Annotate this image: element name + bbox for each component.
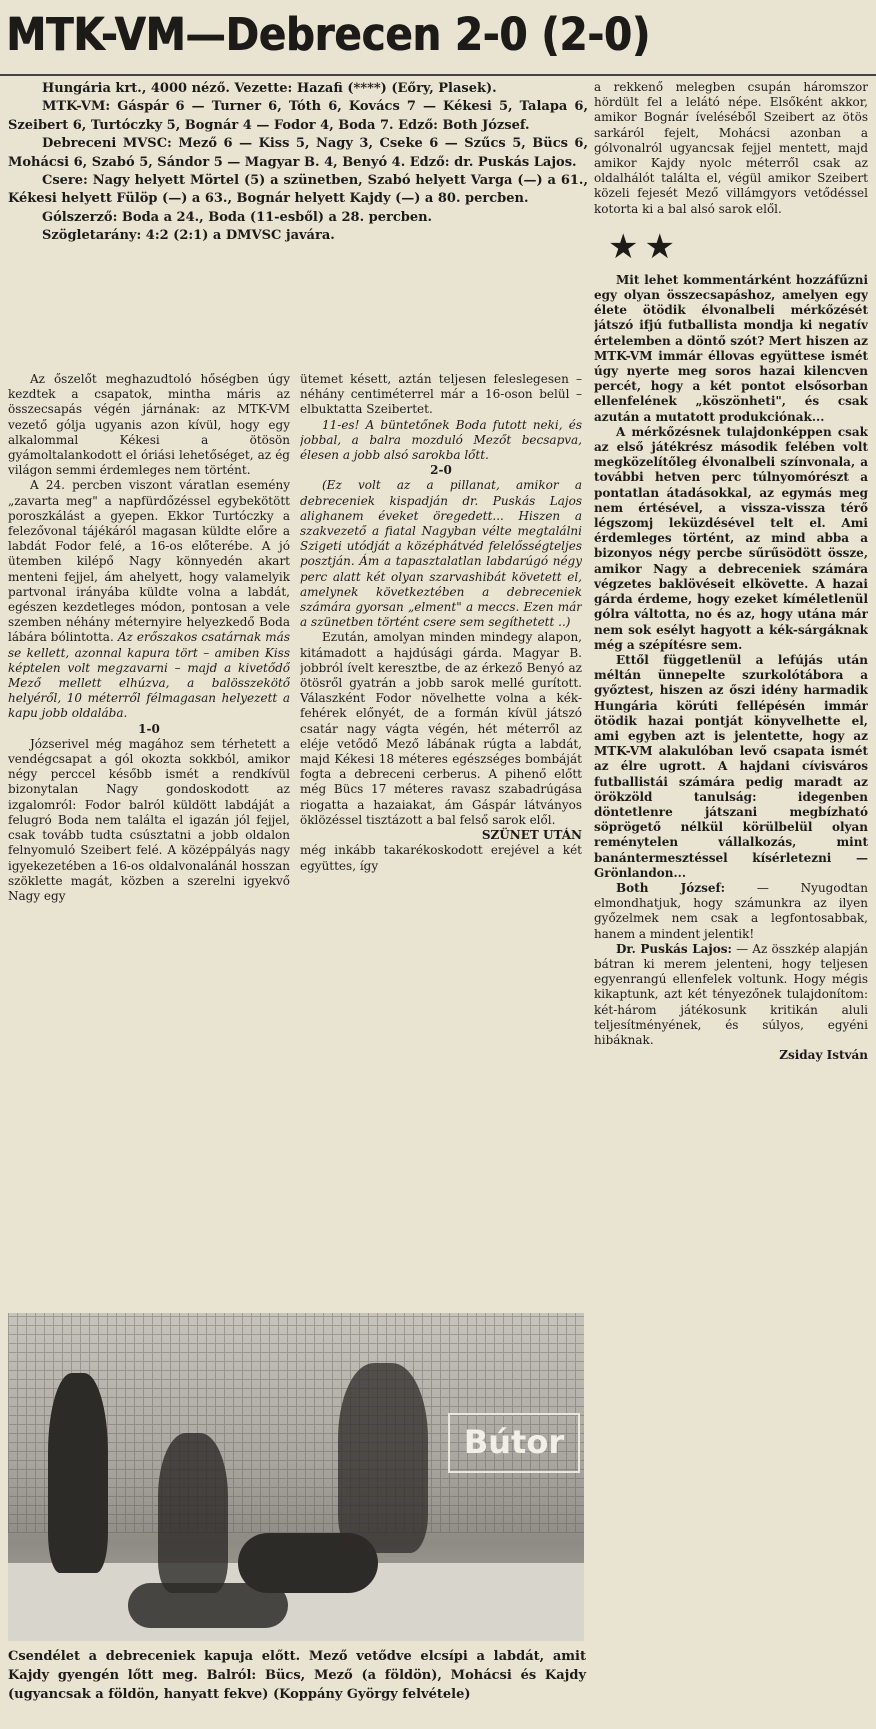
commentary-block bbox=[594, 273, 868, 881]
lineup-mtk: MTK-VM: Gáspár 6 — Turner 6, Tóth 6, Kovács 7 — Kékesi 5, Talapa 6, Szeibert 6, Turtóczky 5, Bognár 4 — Fodor 4, Boda 7. Edző: Both József. bbox=[8, 99, 588, 133]
match-details bbox=[8, 80, 588, 246]
article-column-1 bbox=[8, 372, 290, 1316]
paragraph bbox=[8, 478, 290, 721]
paragraph: Az őszelőt meghazudtoló hőségben úgy kezdtek a csapatok, mintha máris az összecsapás végén járnának: az MTK-VM vezető gólja ugyanis azon kívül, hogy egy alkalommal Kékesi a ötösön gyámoltalankodott el óriási lehetőséget, az ég világon semmi érdemleges nem történt. bbox=[8, 372, 290, 478]
coach-quote bbox=[594, 881, 868, 942]
coach-quote bbox=[594, 942, 868, 1048]
player-figure bbox=[338, 1363, 428, 1553]
article-column-2 bbox=[300, 372, 582, 1316]
headline-rule bbox=[0, 74, 876, 76]
score-marker: 1-0 bbox=[138, 721, 160, 736]
commentary-italic: (Ez volt az a pillanat, amikor a debreceniek kispadján dr. Puskás Lajos alighanem éveket öregedett... Hiszen a szakvezető a fiatal Nagyban vélte megtalálni Szigeti utódját a középhátvéd felelősségteljes posztján. Ám a tapasztalatlan labdarúgó négy perc alatt két olyan szarvashibát követett el, amelynek következtében a debreceniek számára gyorsan „elment" a meccs. Ezen már a szünetben történt csere sem segíthetett ..) bbox=[300, 478, 582, 630]
player-figure bbox=[48, 1373, 108, 1573]
quote-text: — Az összkép alapján bátran ki merem jelenteni, hogy teljesen egyenrangú ellenfelek voltunk. Hogy mégis kikaptunk, azt két tényezőnek tulajdonítom: két-három játékosunk kritikán aluli teljesítményének, és súlyos, egyéni hibáknak. bbox=[594, 941, 868, 1047]
coach-name: Both József: bbox=[616, 880, 726, 895]
goalscorers: Gólszerző: Boda a 24., Boda (11-esből) a 28. percben. bbox=[42, 209, 433, 225]
venue-line: Hungária krt., 4000 néző. Vezette: Hazafi (****) (Eőry, Plasek). bbox=[42, 81, 497, 96]
match-photo bbox=[8, 1313, 584, 1641]
coach-name: Dr. Puskás Lajos: bbox=[616, 941, 732, 956]
paragraph: Józserivel még magához sem térhetett a vendégcsapat a gól okozta sokkból, amikor négy perccel később ismét a rendkívül bizonytalan Nagy gondoskodott az izgalomról: Fodor balról küldött labdáját a felugró Boda nem találta el igazán jól fejjel, csak tovább tudta csúsztatni a jobb oldalon felnyomuló Szeibert felé. A középpályás nagy igyekezetében a 16-os oldalvonalánál hosszan szöklette magát, közben a szerelni igyekvő Nagy egy bbox=[8, 736, 290, 903]
commentary-paragraph: Ettől függetlenül a lefújás után méltán ünnepelte szurkolótábora a győztest, hiszen az őszi idény harmadik Hungária körúti fellépésén immár ötödik hazai pontját könyvelhette el, ami egyben azt is jelentette, hogy az MTK-VM alakulóban levő csapata ismét az élre ugrott. A hajdani cívisváros futballistái számára pedig maradt az örökzöld tanulság: idegenben döntetlenre játszani megbízható söprögető nélkül körülbelül olyan reménytelen vállalkozás, mint banántermesztéssel kísérletezni — Grönlandon... bbox=[594, 652, 868, 880]
paragraph-italic: 11-es! A büntetőnek Boda futott neki, és jobbal, a balra mozduló Mezőt becsapva, élesen a jobb alsó sarokba lőtt. bbox=[300, 417, 582, 463]
paragraph: Ezután, amolyan minden mindegy alapon, kitámadott a hajdúsági gárda. Magyar B. jobbról ívelt keresztbe, de az érkező Benyó az ötösről gyatrán a jobb sarok mellé gurított. Válaszként Fodor növelhette volna a kék-fehérek előnyét, de a formán kívül játszó csatár nagy vágta végén, hét méterről az eléje vetődő Mező lábának rúgta a labdát, majd Kékesi 18 méteres egészséges bombáját fogta a debreceni cerberus. A pihenő előtt még Bücs 17 méteres ravasz szabadrúgása riogatta a hazaiakat, ám Gáspár látványos öklözéssel tisztázott a bal felső sarok elől. bbox=[300, 630, 582, 827]
subheading: SZÜNET UTÁN bbox=[481, 828, 582, 843]
player-on-ground bbox=[128, 1583, 288, 1628]
substitutions: Csere: Nagy helyett Mörtel (5) a szünetben, Szabó helyett Varga (—) a 61., Kékesi helyett Fülöp (—) a 63., Bognár helyett Kajdy (—) a 80. percben. bbox=[8, 173, 588, 207]
score-marker: 2-0 bbox=[430, 463, 452, 478]
paragraph: a rekkenő melegben csupán háromszor hördült fel a lelátó népe. Elsőként akkor, amikor Bognár íveléséből Szeibert az ötös sarkáról fejelt, Mohácsi azonban a gólvonalról ugyancsak fejjel mentett, majd amikor Kajdy nyolc méterről csak az oldalhálót találta el, végül amikor Szeibert közeli fejesét Mező villámgyors vetődéssel kotorta ki a bal alsó sarok elől. bbox=[594, 80, 868, 216]
quote-text: — Nyugodtan elmondhatjuk, hogy számunkra az ilyen győzelmek nem csak a legfontosabbak, hanem a mindent jelentik! bbox=[594, 880, 868, 941]
paragraph: még inkább takarékoskodott erejével a két együttes, így bbox=[300, 843, 582, 873]
article-column-3 bbox=[594, 80, 868, 1725]
paragraph-text: A 24. percben viszont váratlan esemény „zavarta meg" a napfürdőzéssel egybekötött poroszkálást a gyepen. Ekkor Turtóczky a felezővonal tájékáról magasan küldte előre a labdát Fodor felé, a 16-os előterébe. A jó ütemben kilépő Nagy könnyedén akart menteni fejjel, ám ahelyett, hogy valamelyik partvonal irányába küldte volna a labdát, egészen kezdetleges módon, pontosan a vele szemben néhány méternyire helyezkedő Boda lábára bólintotta. bbox=[8, 478, 290, 645]
commentary-paragraph: Mit lehet kommentárként hozzáfűzni egy olyan összecsapáshoz, amelyen egy élete ötödik élvonalbeli mérkőzését játszó ifjú futballista mondja ki negatív értelemben a döntő szót? Mert hiszen az MTK-VM immár éllovas együttese ismét úgy nyerte meg soros hazai kilencven percét, hogy a két pontot elsősorban ellenfelének „köszönheti", és csak azután a mutatott produkciónak... bbox=[594, 272, 868, 424]
paragraph: ütemet késett, aztán teljesen feleslegesen – néhány centiméterrel már a 16-oson belül – elbuktatta Szeibertet. bbox=[300, 372, 582, 417]
paragraph-italic: Az erőszakos csatárnak más se kellett, azonnal kapura tört – amiben Kiss képtelen volt megzavarni – majd a kivetődő Mező mellett elhúzva, a balösszekötő helyéről, 10 méterről félmagasan helyezett a kapu jobb oldalába. bbox=[8, 630, 290, 721]
photo-caption: Csendélet a debreceniek kapuja előtt. Mező vetődve elcsípi a labdát, amit Kajdy gyengén lőtt meg. Balról: Bücs, Mező (a földön), Mohácsi és Kajdy (ugyancsak a földön, hanyatt fekve) (Koppány György felvétele) bbox=[8, 1649, 586, 1702]
player-figure bbox=[158, 1433, 228, 1593]
author-byline: Zsiday István bbox=[779, 1048, 868, 1063]
lineup-debrecen: Debreceni MVSC: Mező 6 — Kiss 5, Nagy 3, Cseke 6 — Szűcs 5, Bücs 6, Mohácsi 6, Szabó 5, Sándor 5 — Magyar B. 4, Benyó 4. Edző: dr. Puskás Lajos. bbox=[8, 136, 588, 170]
corner-ratio: Szögletarány: 4:2 (2:1) a DMVSC javára. bbox=[42, 228, 335, 244]
headline: MTK-VM—Debrecen 2-0 (2-0) bbox=[6, 8, 650, 61]
star-divider-icon: ★★ bbox=[608, 226, 681, 267]
commentary-paragraph: A mérkőzésnek tulajdonképpen csak az első játékrész második felében volt megközelítőleg élvonalbeli színvonala, a további hetven perc túlnyomórészt a pontatlan átadásokkal, az egymás meg nem értésével, a vissza-vissza térő légszomj leküzdésével telt el. Ami érdemleges történt, az mind abba a bizonyos négy percbe sűrűsödött össze, amikor Nagy a debreceniek számára végzetes baklövéseit elkövette. A hazai gárda érdeme, hogy ezeket kíméletlenül gólra váltotta, no és az, hogy utána már nem sok esélyt hagyott a kék-sárgáknak még a szépítésre sem. bbox=[594, 424, 868, 652]
advertising-board: Bútor bbox=[448, 1413, 580, 1473]
